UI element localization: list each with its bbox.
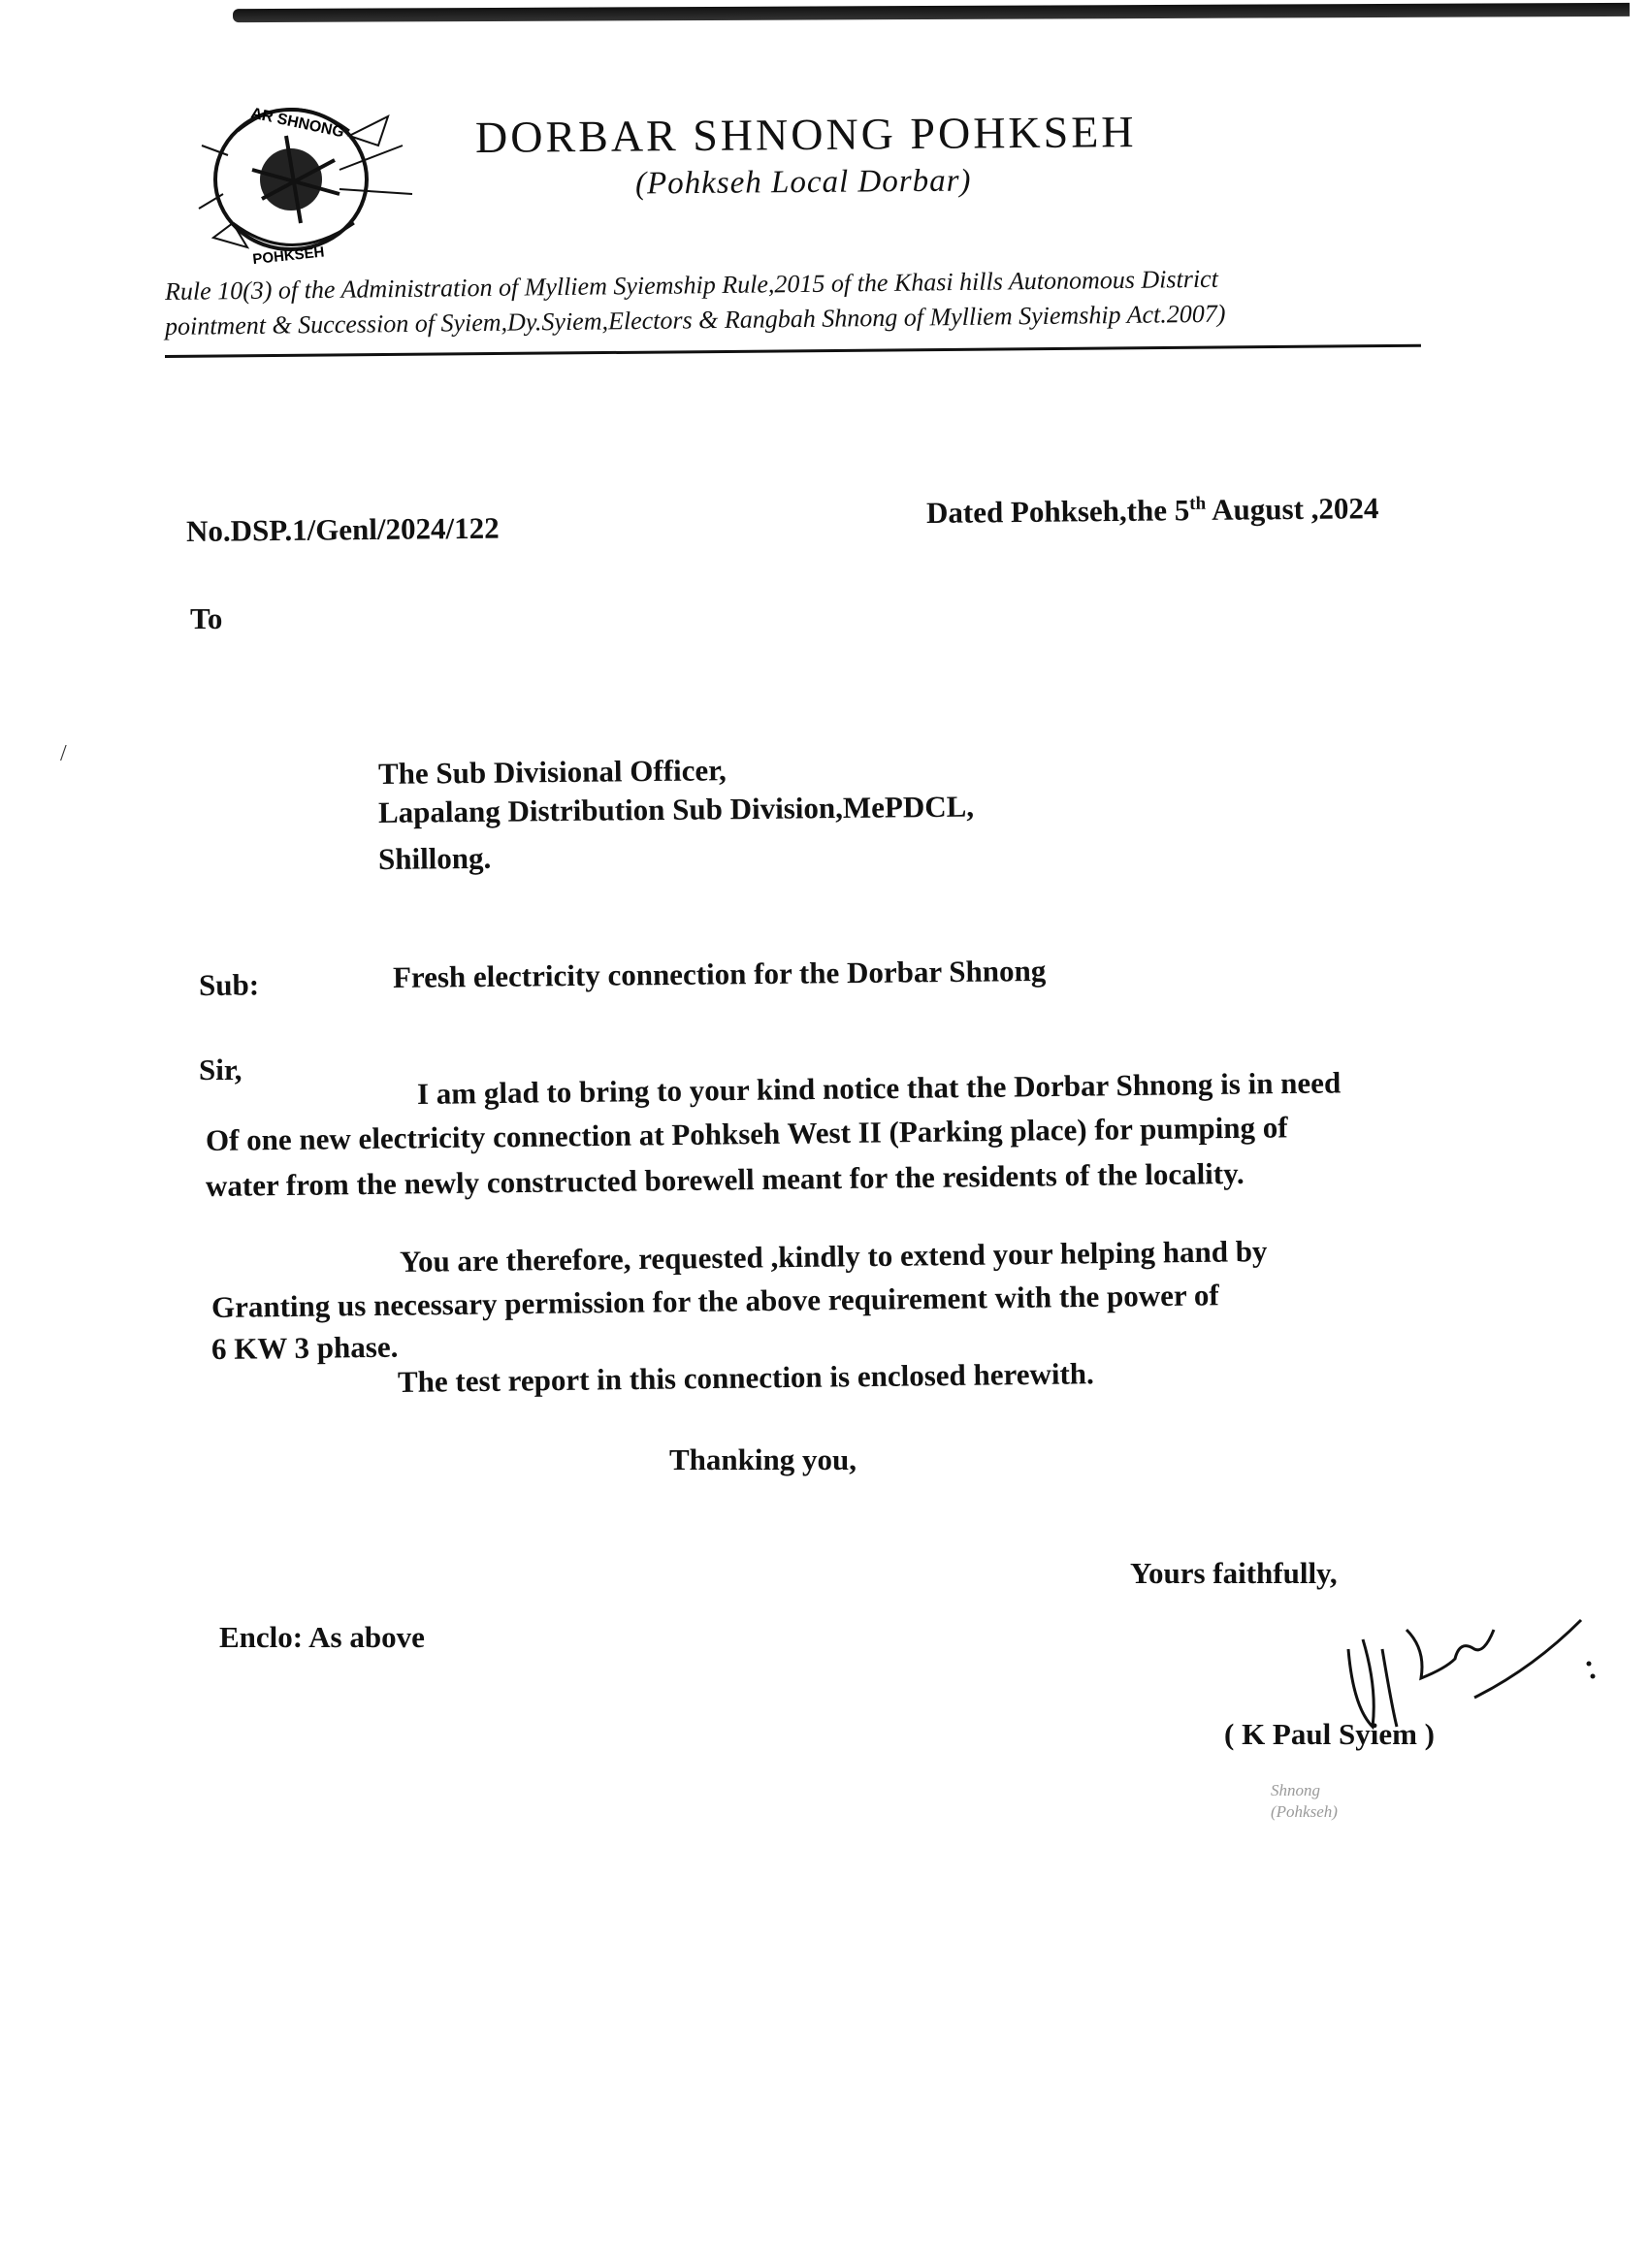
stamp-line-1: Shnong (1271, 1781, 1320, 1799)
to-label: To (190, 601, 223, 635)
signatory-name: ( K Paul Syiem ) (1224, 1717, 1435, 1751)
org-name: DORBAR SHNONG POHKSEH (474, 107, 1137, 162)
dorbar-seal-logo (194, 78, 417, 281)
salutation: Sir, (199, 1053, 242, 1086)
subject-text: Fresh electricity connection for the Dorbar Shnong (392, 953, 1047, 994)
seal-top-text: AR SHNONG (249, 105, 346, 142)
stamp-line-2: (Pohkseh) (1271, 1802, 1338, 1821)
para1-line2: Of one new electricity connection at Pohkseh West II (Parking place) for pumping of (205, 1110, 1288, 1157)
addressee-line-1: The Sub Divisional Officer, (377, 753, 728, 791)
rule-line-1: Rule 10(3) of the Administration of Mylliem Syiemship Rule,2015 of the Khasi hills Autonomous District (164, 264, 1218, 306)
para2-line2: Granting us necessary permission for the above requirement with the power of (210, 1278, 1219, 1324)
date-superscript: th (1189, 493, 1207, 514)
thanks: Thanking you, (669, 1442, 857, 1476)
header-divider (165, 344, 1421, 358)
addressee-line-3: Shillong. (377, 840, 492, 876)
org-subtitle: (Pohkseh Local Dorbar) (634, 163, 972, 202)
closing: Yours faithfully, (1130, 1556, 1338, 1590)
date-prefix: Dated Pohkseh,the 5 (925, 493, 1190, 530)
date-suffix: August ,2024 (1205, 491, 1379, 527)
reference-number: No.DSP.1/Genl/2024/122 (185, 510, 500, 548)
addressee-line-2: Lapalang Distribution Sub Division,MePDCL, (377, 789, 975, 829)
faded-stamp (1271, 1780, 1465, 1858)
margin-mark: / (60, 741, 67, 766)
subject-label: Sub: (198, 967, 260, 1002)
seal-bottom-text: POHKSEH (251, 243, 326, 269)
rule-line-2: pointment & Succession of Syiem,Dy.Syiem,Electors & Rangbah Shnong of Mylliem Syiemship Act.2007) (164, 299, 1226, 340)
para1-line3: water from the newly constructed borewell meant for the residents of the locality. (205, 1155, 1245, 1203)
top-scan-bar (233, 3, 1630, 22)
para2-line1: You are therefore, requested ,kindly to extend your helping hand by (399, 1234, 1268, 1279)
letter-date (926, 491, 1379, 531)
enclosure: Enclo: As above (219, 1620, 425, 1654)
para1-line1: I am glad to bring to your kind notice that the Dorbar Shnong is in need (416, 1065, 1342, 1111)
para3: The test report in this connection is enclosed herewith. (397, 1356, 1094, 1399)
para2-line3: 6 KW 3 phase. (210, 1329, 399, 1366)
